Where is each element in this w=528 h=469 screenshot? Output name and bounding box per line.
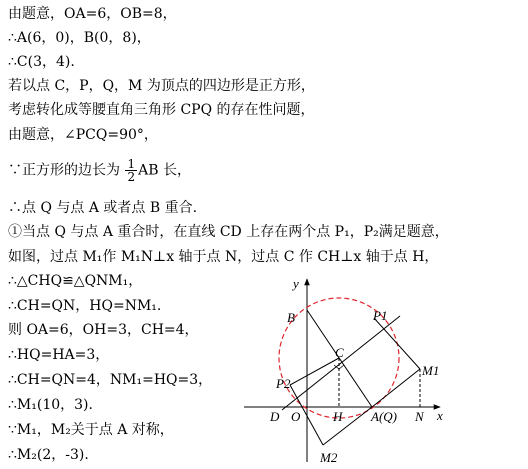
label-x: x	[437, 408, 443, 423]
text-line-7-suffix: AB 长，	[138, 162, 191, 179]
text-line-14: ∴HQ=HA=3，	[8, 347, 110, 363]
fraction-numerator: 1	[127, 157, 136, 171]
text-line-13: 则 OA=6，OH=3，CH=4，	[8, 322, 199, 338]
label-M1: M1	[422, 363, 440, 378]
text-line-10: 如图，过点 M₁作 M₁N⊥x 轴于点 N，过点 C 作 CH⊥x 轴于点 H，	[8, 249, 439, 265]
text-line-4: 若以点 C，P，Q，M 为顶点的四边形是正方形，	[8, 78, 315, 94]
fraction-denominator: 2	[127, 170, 136, 184]
text-line-7-prefix: ∵正方形的边长为	[8, 162, 125, 179]
text-line-1: 由题意，OA=6，OB=8，	[8, 6, 177, 22]
label-H: H	[333, 409, 343, 424]
text-line-6: 由题意，∠PCQ=90°，	[8, 127, 158, 143]
text-line-7	[8, 158, 191, 183]
label-D: D	[270, 409, 280, 424]
label-AQ: A(Q)	[371, 409, 397, 424]
label-y: y	[293, 276, 299, 291]
text-line-5: 考虑转化成等腰直角三角形 CPQ 的存在性问题，	[8, 102, 315, 118]
line-CD	[282, 316, 400, 410]
text-line-11: ∴△CHQ≌△QNM₁，	[8, 273, 143, 289]
text-line-18: ∴M₂(2，-3).	[8, 447, 89, 463]
text-line-2: ∴A(6，0)，B(0，8)，	[8, 30, 151, 46]
text-line-17: ∵M₁，M₂关于点 A 对称，	[8, 422, 174, 438]
label-O: O	[291, 409, 301, 424]
label-P1: P1	[373, 308, 388, 323]
fraction-half	[125, 158, 137, 183]
text-line-15: ∴CH=QN=4，NM₁=HQ=3，	[8, 372, 213, 388]
text-line-12: ∴CH=QN，HQ=NM₁.	[8, 298, 162, 314]
geometry-figure	[240, 272, 450, 469]
segment-AM1	[372, 369, 420, 407]
text-line-3: ∴C(3，4).	[8, 54, 75, 70]
label-N: N	[415, 409, 424, 424]
segment-M2A	[323, 407, 372, 445]
label-C: C	[335, 345, 344, 360]
segment-P2C	[290, 358, 339, 385]
label-B: B	[287, 310, 295, 325]
segment-P1M1	[374, 318, 420, 369]
text-line-9: ①当点 Q 与点 A 重合时，在直线 CD 上存在两个点 P₁，P₂满足题意，	[8, 224, 449, 240]
text-line-8: ∴点 Q 与点 A 或者点 B 重合.	[8, 200, 198, 216]
label-P2: P2	[276, 376, 291, 391]
label-M2: M2	[320, 450, 338, 465]
text-line-16: ∴M₁(10，3).	[8, 397, 93, 413]
